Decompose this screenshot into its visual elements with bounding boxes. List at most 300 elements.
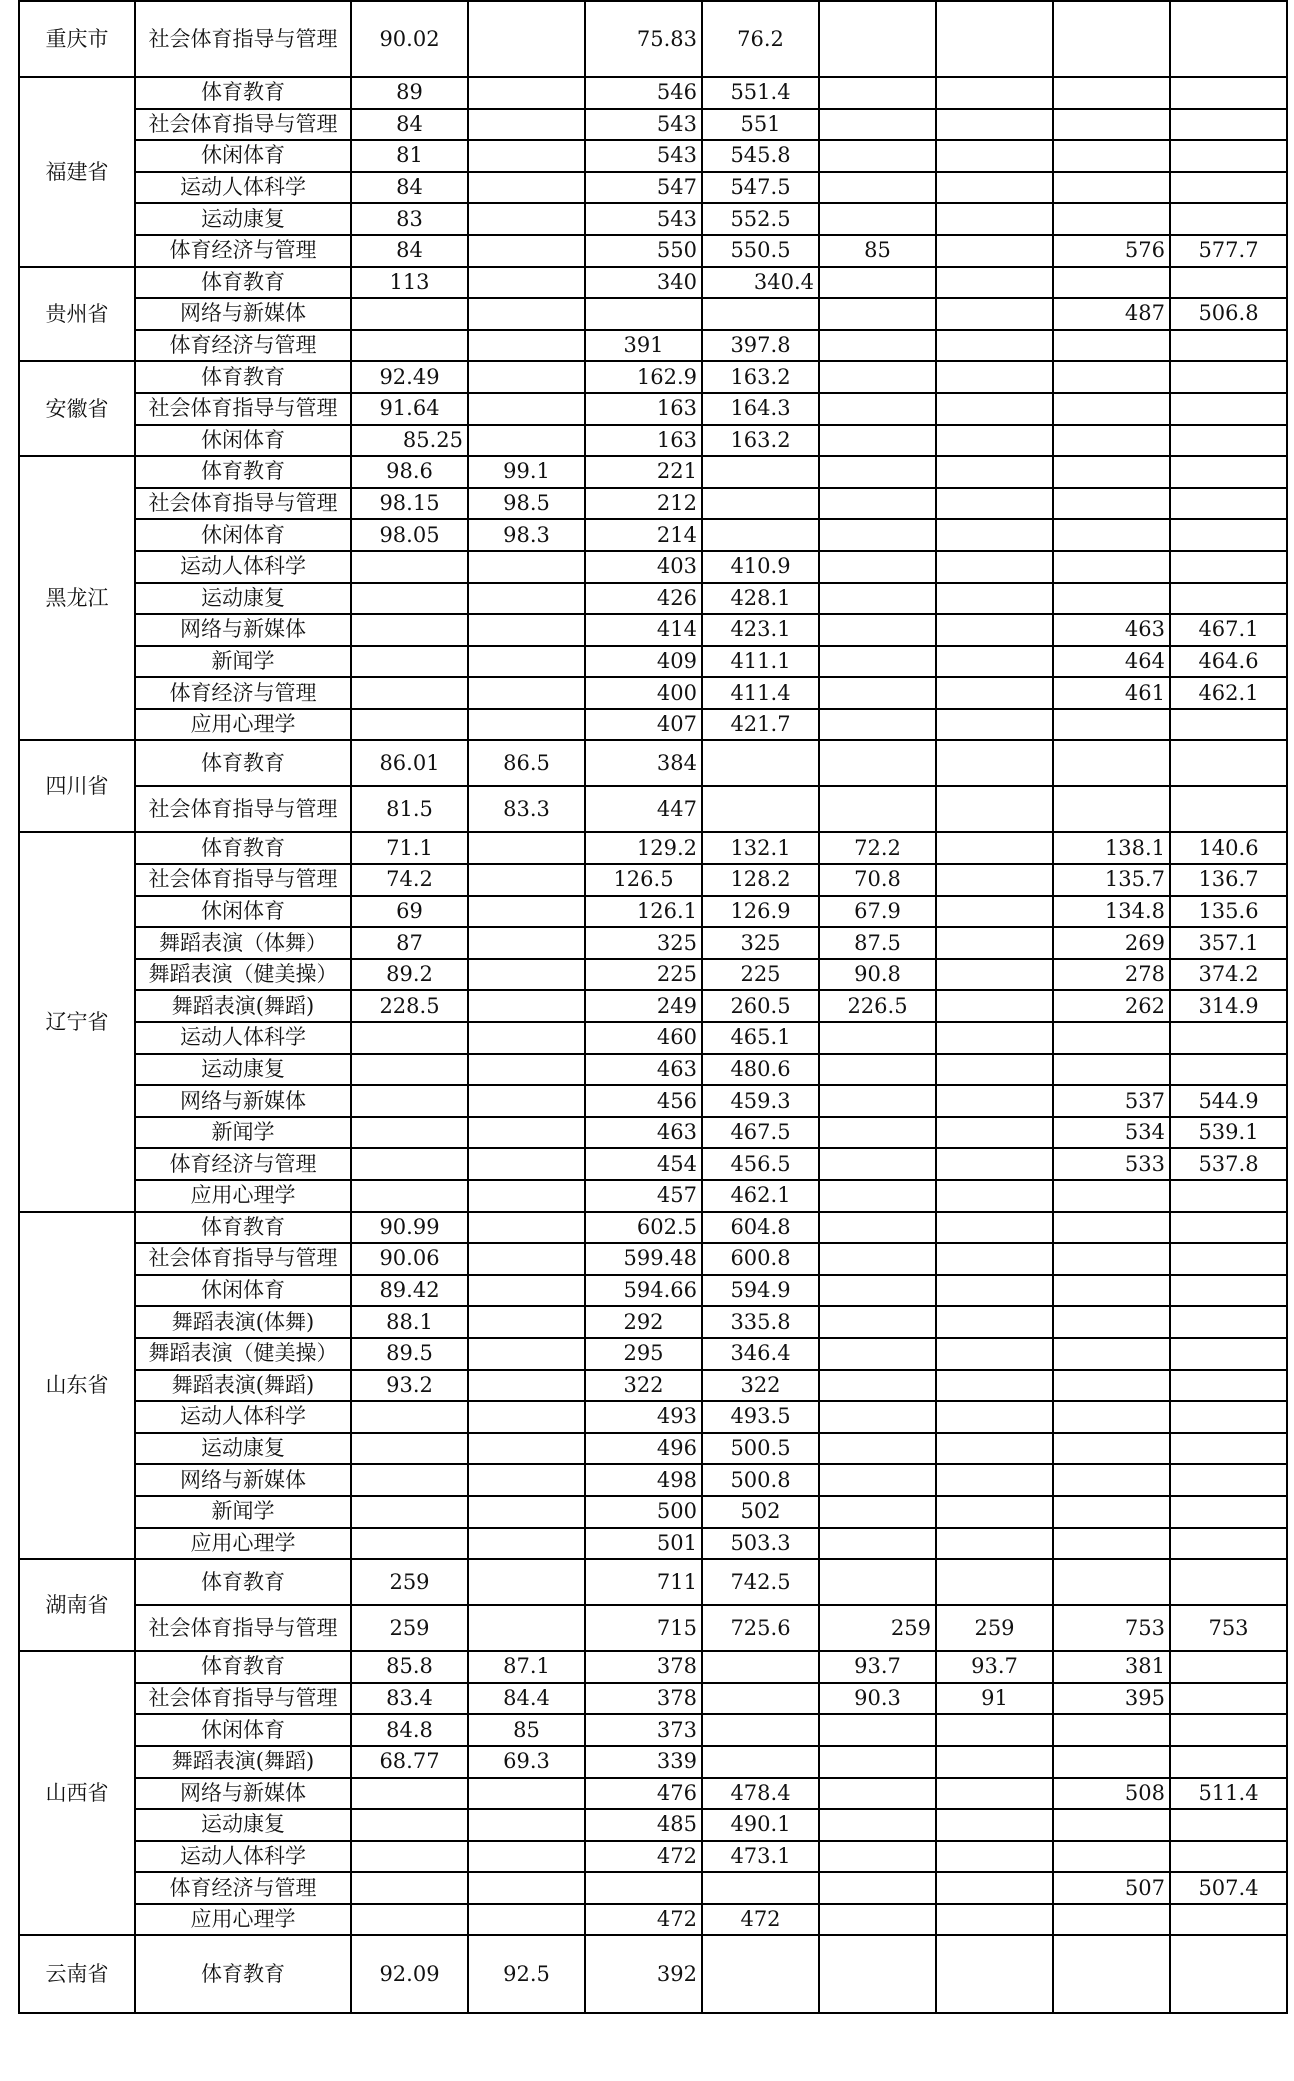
score-cell: 753 (1170, 1605, 1287, 1651)
score-cell: 140.6 (1170, 832, 1287, 864)
province-cell: 湖南省 (19, 1559, 135, 1651)
score-cell (468, 583, 585, 615)
score-cell (1053, 1212, 1170, 1244)
score-cell: 547.5 (702, 172, 819, 204)
score-cell (936, 77, 1053, 109)
score-cell (819, 1, 936, 77)
score-cell: 98.15 (351, 488, 468, 520)
score-cell (819, 1496, 936, 1528)
major-cell: 社会体育指导与管理 (135, 109, 351, 141)
score-cell: 534 (1053, 1117, 1170, 1149)
score-cell: 314.9 (1170, 990, 1287, 1022)
score-cell (936, 172, 1053, 204)
table-row (19, 927, 1287, 959)
table-row (19, 709, 1287, 741)
score-cell: 539.1 (1170, 1117, 1287, 1149)
score-cell: 476 (585, 1778, 702, 1810)
score-cell (1053, 361, 1170, 393)
major-cell: 应用心理学 (135, 1528, 351, 1560)
score-cell: 378 (585, 1683, 702, 1715)
score-cell: 537.8 (1170, 1148, 1287, 1180)
score-cell: 472 (585, 1841, 702, 1873)
score-cell (1053, 1841, 1170, 1873)
table-row (19, 1117, 1287, 1149)
score-cell (1170, 740, 1287, 786)
score-cell: 500.8 (702, 1464, 819, 1496)
score-cell (819, 109, 936, 141)
score-cell: 89 (351, 77, 468, 109)
score-cell (468, 1338, 585, 1370)
score-cell (468, 864, 585, 896)
score-cell (468, 1212, 585, 1244)
score-cell (936, 646, 1053, 678)
major-cell: 体育经济与管理 (135, 1148, 351, 1180)
province-cell: 重庆市 (19, 1, 135, 77)
score-cell (1170, 709, 1287, 741)
score-cell (351, 614, 468, 646)
score-cell (936, 927, 1053, 959)
province-cell: 辽宁省 (19, 832, 135, 1211)
score-cell: 69.3 (468, 1746, 585, 1778)
score-cell: 92.5 (468, 1935, 585, 2013)
score-cell (468, 1778, 585, 1810)
score-cell (819, 1809, 936, 1841)
score-cell (936, 267, 1053, 299)
score-cell: 89.2 (351, 959, 468, 991)
score-cell (468, 330, 585, 362)
score-cell: 325 (585, 927, 702, 959)
score-cell (936, 393, 1053, 425)
score-cell (1170, 1651, 1287, 1683)
score-cell (1053, 1809, 1170, 1841)
major-cell: 网络与新媒体 (135, 614, 351, 646)
score-cell (936, 1778, 1053, 1810)
major-cell: 运动康复 (135, 1433, 351, 1465)
score-cell: 478.4 (702, 1778, 819, 1810)
score-cell (702, 1651, 819, 1683)
score-cell (1170, 1904, 1287, 1936)
score-cell (468, 1180, 585, 1212)
score-cell (1053, 1401, 1170, 1433)
score-cell (936, 1117, 1053, 1149)
score-cell (1170, 1054, 1287, 1086)
score-cell: 135.6 (1170, 896, 1287, 928)
table-row (19, 109, 1287, 141)
score-cell: 467.1 (1170, 614, 1287, 646)
table-row (19, 235, 1287, 267)
score-cell (819, 1872, 936, 1904)
score-cell: 214 (585, 519, 702, 551)
table-row (19, 361, 1287, 393)
score-cell (936, 583, 1053, 615)
score-cell (468, 298, 585, 330)
table-row (19, 1809, 1287, 1841)
score-cell: 493 (585, 1401, 702, 1433)
score-cell (468, 1370, 585, 1402)
score-cell: 90.06 (351, 1243, 468, 1275)
score-cell: 76.2 (702, 1, 819, 77)
score-cell: 84 (351, 235, 468, 267)
score-cell: 421.7 (702, 709, 819, 741)
score-cell (936, 1528, 1053, 1560)
score-cell (1053, 1338, 1170, 1370)
score-cell (936, 1212, 1053, 1244)
score-cell (468, 1275, 585, 1307)
score-cell: 126.9 (702, 896, 819, 928)
score-cell: 467.5 (702, 1117, 819, 1149)
score-cell (819, 1338, 936, 1370)
major-cell: 休闲体育 (135, 519, 351, 551)
score-cell (1170, 1212, 1287, 1244)
score-cell (936, 1559, 1053, 1605)
major-cell: 网络与新媒体 (135, 1464, 351, 1496)
score-cell: 599.48 (585, 1243, 702, 1275)
score-cell: 464 (1053, 646, 1170, 678)
major-cell: 体育教育 (135, 77, 351, 109)
score-cell: 374.2 (1170, 959, 1287, 991)
score-cell: 295 (585, 1338, 702, 1370)
score-cell (936, 1746, 1053, 1778)
score-cell: 472 (585, 1904, 702, 1936)
table-row (19, 1148, 1287, 1180)
score-cell (819, 1212, 936, 1244)
score-cell: 138.1 (1053, 832, 1170, 864)
table-row (19, 1651, 1287, 1683)
score-cell: 83.3 (468, 786, 585, 832)
score-cell (468, 1117, 585, 1149)
score-cell (936, 614, 1053, 646)
score-cell (351, 709, 468, 741)
score-cell: 594.66 (585, 1275, 702, 1307)
score-cell (351, 551, 468, 583)
table-row (19, 1714, 1287, 1746)
major-cell: 新闻学 (135, 646, 351, 678)
score-cell: 260.5 (702, 990, 819, 1022)
score-cell (468, 267, 585, 299)
score-cell: 357.1 (1170, 927, 1287, 959)
score-cell (702, 1872, 819, 1904)
score-cell (1170, 1243, 1287, 1275)
score-cell (936, 832, 1053, 864)
table-row (19, 203, 1287, 235)
score-cell (1053, 1559, 1170, 1605)
score-cell (468, 959, 585, 991)
score-cell (936, 1935, 1053, 2013)
score-cell (819, 172, 936, 204)
score-cell (351, 1872, 468, 1904)
score-cell: 89.42 (351, 1275, 468, 1307)
score-cell: 500.5 (702, 1433, 819, 1465)
province-cell: 福建省 (19, 77, 135, 267)
score-cell: 91.64 (351, 393, 468, 425)
score-cell (1053, 709, 1170, 741)
score-cell: 98.3 (468, 519, 585, 551)
score-cell: 472 (702, 1904, 819, 1936)
score-cell: 335.8 (702, 1306, 819, 1338)
score-cell: 81 (351, 140, 468, 172)
score-cell (1053, 109, 1170, 141)
score-cell (1053, 77, 1170, 109)
score-cell (1053, 1714, 1170, 1746)
score-cell (819, 1180, 936, 1212)
score-cell: 454 (585, 1148, 702, 1180)
score-cell (936, 864, 1053, 896)
major-cell: 运动康复 (135, 583, 351, 615)
major-cell: 运动人体科学 (135, 1401, 351, 1433)
major-cell: 社会体育指导与管理 (135, 393, 351, 425)
score-cell: 503.3 (702, 1528, 819, 1560)
major-cell: 体育教育 (135, 456, 351, 488)
score-cell: 411.4 (702, 677, 819, 709)
table-row (19, 1872, 1287, 1904)
score-cell: 262 (1053, 990, 1170, 1022)
score-cell (702, 519, 819, 551)
score-cell (1170, 1683, 1287, 1715)
score-cell (468, 1496, 585, 1528)
major-cell: 运动人体科学 (135, 1841, 351, 1873)
score-cell: 507.4 (1170, 1872, 1287, 1904)
score-cell (936, 425, 1053, 457)
score-cell (1053, 1275, 1170, 1307)
score-cell: 551.4 (702, 77, 819, 109)
score-cell (351, 1496, 468, 1528)
score-cell (1170, 1275, 1287, 1307)
score-cell (819, 1117, 936, 1149)
score-cell: 87.5 (819, 927, 936, 959)
score-cell (468, 393, 585, 425)
table-row (19, 1370, 1287, 1402)
score-cell: 91 (936, 1683, 1053, 1715)
major-cell: 网络与新媒体 (135, 1778, 351, 1810)
score-cell: 163.2 (702, 361, 819, 393)
table-row (19, 267, 1287, 299)
score-cell (936, 1904, 1053, 1936)
score-cell: 462.1 (1170, 677, 1287, 709)
score-cell: 602.5 (585, 1212, 702, 1244)
score-cell (819, 1243, 936, 1275)
score-cell (819, 1306, 936, 1338)
score-cell: 292 (585, 1306, 702, 1338)
score-cell: 68.77 (351, 1746, 468, 1778)
score-cell: 543 (585, 109, 702, 141)
table-row (19, 140, 1287, 172)
major-cell: 社会体育指导与管理 (135, 1243, 351, 1275)
score-cell: 473.1 (702, 1841, 819, 1873)
score-cell (351, 677, 468, 709)
score-cell (819, 267, 936, 299)
province-cell: 四川省 (19, 740, 135, 832)
score-cell (1053, 140, 1170, 172)
score-cell: 84.4 (468, 1683, 585, 1715)
score-cell (819, 1746, 936, 1778)
score-cell: 463 (585, 1054, 702, 1086)
score-cell (819, 140, 936, 172)
major-cell: 休闲体育 (135, 1714, 351, 1746)
score-cell: 500 (585, 1496, 702, 1528)
score-cell: 83.4 (351, 1683, 468, 1715)
score-cell (351, 1464, 468, 1496)
score-cell (819, 488, 936, 520)
score-cell: 409 (585, 646, 702, 678)
table-row (19, 1904, 1287, 1936)
score-cell (468, 109, 585, 141)
score-cell: 725.6 (702, 1605, 819, 1651)
score-cell (468, 832, 585, 864)
score-cell: 86.01 (351, 740, 468, 786)
table-row (19, 1212, 1287, 1244)
table-row (19, 425, 1287, 457)
score-cell (1053, 1433, 1170, 1465)
score-cell (468, 1528, 585, 1560)
score-cell: 550.5 (702, 235, 819, 267)
score-cell (702, 1746, 819, 1778)
score-cell (702, 740, 819, 786)
score-cell (468, 1148, 585, 1180)
score-cell: 397.8 (702, 330, 819, 362)
score-cell (1053, 330, 1170, 362)
score-cell (819, 1054, 936, 1086)
table-row (19, 896, 1287, 928)
score-cell (1170, 1, 1287, 77)
major-cell: 运动人体科学 (135, 551, 351, 583)
score-cell (936, 1872, 1053, 1904)
score-cell (936, 1180, 1053, 1212)
score-cell (468, 1, 585, 77)
score-cell: 480.6 (702, 1054, 819, 1086)
major-cell: 新闻学 (135, 1117, 351, 1149)
score-cell: 423.1 (702, 614, 819, 646)
table-row (19, 519, 1287, 551)
score-cell: 346.4 (702, 1338, 819, 1370)
table-row (19, 1022, 1287, 1054)
score-cell (468, 361, 585, 393)
score-cell (468, 927, 585, 959)
score-cell: 249 (585, 990, 702, 1022)
score-cell (1170, 488, 1287, 520)
table-row (19, 1528, 1287, 1560)
score-cell (936, 1148, 1053, 1180)
score-cell (819, 1778, 936, 1810)
score-cell (936, 990, 1053, 1022)
score-cell (1053, 172, 1170, 204)
score-cell (1170, 1746, 1287, 1778)
score-cell (702, 1683, 819, 1715)
score-cell: 462.1 (702, 1180, 819, 1212)
score-cell (936, 1496, 1053, 1528)
score-cell: 98.05 (351, 519, 468, 551)
score-cell (468, 1022, 585, 1054)
score-cell (468, 1401, 585, 1433)
major-cell: 休闲体育 (135, 896, 351, 928)
major-cell: 体育教育 (135, 267, 351, 299)
score-cell: 496 (585, 1433, 702, 1465)
score-cell: 545.8 (702, 140, 819, 172)
score-cell (1053, 425, 1170, 457)
score-cell (468, 614, 585, 646)
score-cell (819, 1841, 936, 1873)
score-cell (468, 203, 585, 235)
score-cell: 98.6 (351, 456, 468, 488)
score-cell: 533 (1053, 1148, 1170, 1180)
score-cell: 395 (1053, 1683, 1170, 1715)
score-cell: 493.5 (702, 1401, 819, 1433)
major-cell: 体育经济与管理 (135, 235, 351, 267)
score-cell (1053, 1370, 1170, 1402)
score-cell: 81.5 (351, 786, 468, 832)
score-cell (351, 646, 468, 678)
score-cell: 132.1 (702, 832, 819, 864)
score-cell (468, 425, 585, 457)
score-cell: 221 (585, 456, 702, 488)
score-cell (1053, 583, 1170, 615)
table-row (19, 298, 1287, 330)
score-cell (468, 1054, 585, 1086)
table-row (19, 1306, 1287, 1338)
score-cell (351, 1401, 468, 1433)
score-cell (468, 896, 585, 928)
score-cell (1053, 1904, 1170, 1936)
score-cell (1170, 1306, 1287, 1338)
score-cell: 93.2 (351, 1370, 468, 1402)
score-cell: 325 (702, 927, 819, 959)
score-cell (702, 488, 819, 520)
major-cell: 运动人体科学 (135, 172, 351, 204)
major-cell: 体育教育 (135, 1935, 351, 2013)
score-cell (1170, 583, 1287, 615)
score-cell (1170, 1464, 1287, 1496)
table-row (19, 1841, 1287, 1873)
score-cell (1053, 1496, 1170, 1528)
major-cell: 应用心理学 (135, 709, 351, 741)
major-cell: 社会体育指导与管理 (135, 1605, 351, 1651)
score-cell (468, 235, 585, 267)
score-cell: 69 (351, 896, 468, 928)
score-cell (1170, 551, 1287, 583)
score-cell (936, 109, 1053, 141)
score-cell: 551 (702, 109, 819, 141)
score-cell (936, 1306, 1053, 1338)
score-cell (819, 786, 936, 832)
score-cell: 543 (585, 203, 702, 235)
score-cell (351, 1180, 468, 1212)
score-cell (702, 456, 819, 488)
province-cell: 云南省 (19, 1935, 135, 2013)
score-cell: 378 (585, 1651, 702, 1683)
score-cell (468, 1306, 585, 1338)
score-cell (1053, 1528, 1170, 1560)
score-cell: 98.5 (468, 488, 585, 520)
score-cell: 90.8 (819, 959, 936, 991)
score-cell (936, 456, 1053, 488)
score-cell (936, 1433, 1053, 1465)
score-cell (468, 1559, 585, 1605)
score-cell (1170, 393, 1287, 425)
province-cell: 黑龙江 (19, 456, 135, 740)
score-cell: 259 (351, 1559, 468, 1605)
major-cell: 体育教育 (135, 740, 351, 786)
score-cell: 600.8 (702, 1243, 819, 1275)
score-cell: 84.8 (351, 1714, 468, 1746)
table-row (19, 740, 1287, 786)
score-cell (351, 1148, 468, 1180)
score-cell (819, 361, 936, 393)
score-cell (819, 583, 936, 615)
score-cell (936, 1, 1053, 77)
table-row (19, 1605, 1287, 1651)
score-cell: 502 (702, 1496, 819, 1528)
table-row (19, 1, 1287, 77)
table-row (19, 583, 1287, 615)
